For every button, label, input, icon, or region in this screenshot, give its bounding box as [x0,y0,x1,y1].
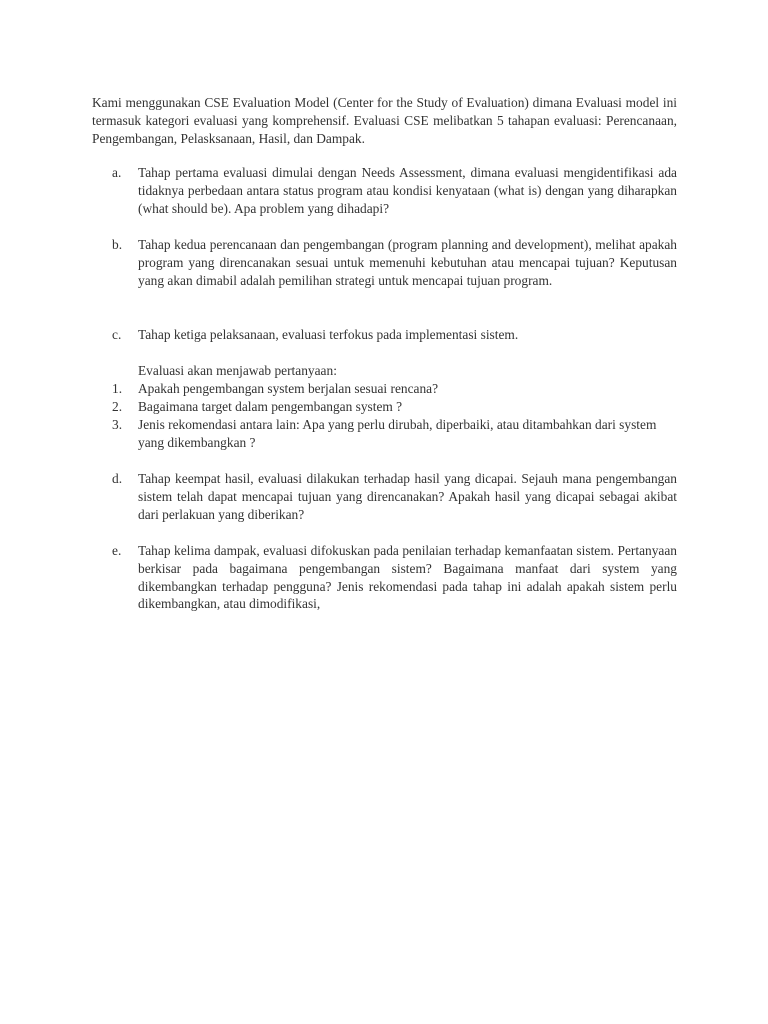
stage-marker: b. [112,237,123,252]
questions-intro: Evaluasi akan menjawab pertanyaan: [138,363,337,378]
question-text: Jenis rekomendasi antara lain: Apa yang perlu dirubah, diperbaiki, atau ditambahkan dari system yang dikembangkan ? [138,417,657,450]
stage-item-d [92,470,677,523]
stage-marker: d. [112,471,123,486]
stage-marker: e. [112,543,122,558]
stage-item-e [92,542,677,613]
stage-marker: c. [112,327,122,342]
question-text: Bagaimana target dalam pengembangan system ? [138,399,403,414]
stage-text: Tahap kelima dampak, evaluasi difokuskan pada penilaian terhadap kemanfaatan sistem. Pertanyaan berkisar pada bagaimana pengembangan sistem? Bagaimana manfaat dari system yang dikembangkan terhadap pengguna? Jenis rekomendasi pada tahap ini adalah apakah sistem perlu dikembangkan, atau dimodifikasi, [138,543,677,612]
question-item-2 [92,398,677,416]
stage-item-b [92,236,677,289]
question-marker: 2. [112,399,123,414]
question-marker: 3. [112,417,123,432]
stage-text: Tahap pertama evaluasi dimulai dengan Needs Assessment, dimana evaluasi mengidentifikasi ada tidaknya perbedaan antara status program atau kondisi kenyataan (what is) dengan yang diharapkan (what should be). Apa problem yang dihadapi? [138,165,677,216]
question-item-3 [92,416,677,452]
stage-item-c [92,326,677,344]
stage-text: Tahap ketiga pelaksanaan, evaluasi terfokus pada implementasi sistem. [138,327,519,342]
stage-text: Tahap keempat hasil, evaluasi dilakukan terhadap hasil yang dicapai. Sejauh mana pengembangan sistem telah dapat mencapai tujuan yang direncanakan? Apakah hasil yang dicapai sebagai akibat dari perlakuan yang diberikan? [138,471,677,522]
intro-paragraph: Kami menggunakan CSE Evaluation Model (Center for the Study of Evaluation) dimana Evaluasi model ini termasuk kategori evaluasi yang komprehensif. Evaluasi CSE melibatkan 5 tahapan evaluasi: Perencanaan, Pengembangan, Pelasksanaan, Hasil, dan Dampak. [92,95,677,146]
question-item-1 [92,380,677,398]
question-marker: 1. [112,381,123,396]
stage-text: Tahap kedua perencanaan dan pengembangan (program planning and development), melihat apakah program yang direncanakan sesuai untuk memenuhi kebutuhan atau mencapai tujuan? Keputusan yang akan dimabil adalah pemilihan strategi untuk mencapai tujuan program. [138,237,677,288]
stage-marker: a. [112,165,122,180]
stage-item-a [92,164,677,217]
question-text: Apakah pengembangan system berjalan sesuai rencana? [138,381,439,396]
